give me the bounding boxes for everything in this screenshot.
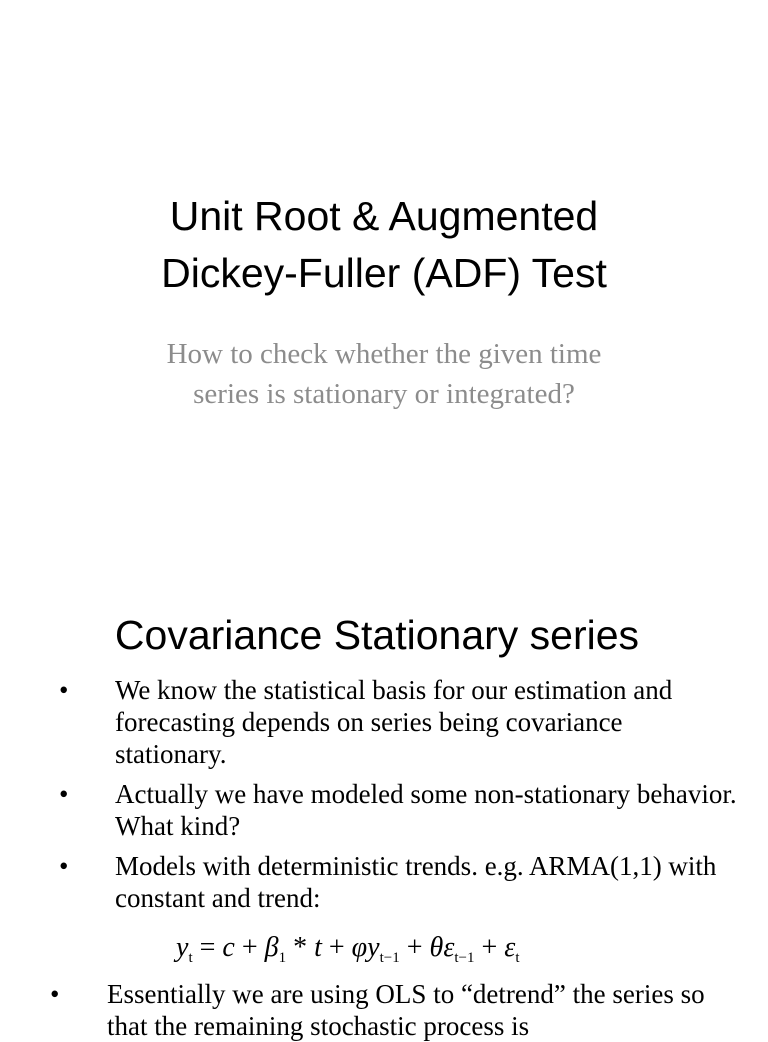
formula-op: + [234, 932, 265, 963]
formula-sub: t−1 [379, 950, 400, 966]
formula-op: + [474, 932, 505, 963]
title-line: Dickey-Fuller (ADF) Test [161, 250, 607, 296]
slide-1-subtitle [0, 334, 768, 414]
formula-sub: 1 [278, 950, 287, 966]
bullet-dot: • [59, 851, 69, 881]
formula-sub: t [188, 950, 193, 966]
bullet-list [0, 674, 768, 922]
title-line: Unit Root & Augmented [169, 193, 599, 239]
formula-eps: ε [504, 932, 516, 963]
formula-eps: ε [443, 932, 455, 963]
slide-2 [0, 576, 768, 1041]
formula-y: y [176, 932, 189, 963]
formula-phi: φ [351, 932, 368, 963]
subtitle-line: How to check whether the given time [166, 338, 602, 370]
bullet-item-partial [0, 978, 768, 1042]
formula-c: c [222, 932, 235, 963]
formula-theta: θ [429, 932, 444, 963]
bullet-item [0, 674, 768, 770]
bullet-item [0, 778, 768, 842]
formula-op: + [321, 932, 352, 963]
slide-2-title: Covariance Stationary series [114, 612, 640, 658]
bullet-text: Models with deterministic trends. e.g. ARMA(1,1) with constant and trend: [115, 851, 717, 913]
bullet-item [0, 850, 768, 914]
bullet-dot: • [59, 675, 69, 705]
bullet-dot: • [59, 779, 69, 809]
formula-op: + [399, 932, 430, 963]
bullet-text: Essentially we are using OLS to “detrend” the series so that the remaining stochastic process is [107, 979, 705, 1041]
formula-beta: β [264, 932, 279, 963]
formula-sub: t−1 [454, 950, 475, 966]
formula-sub: t [515, 950, 520, 966]
formula-op: * [286, 932, 315, 963]
slide-1-title [0, 188, 768, 302]
bullet-text: Actually we have modeled some non-stationary behavior. What kind? [115, 779, 737, 841]
formula-y: y [367, 932, 380, 963]
formula-t: t [314, 932, 322, 963]
subtitle-line: series is stationary or integrated? [193, 378, 575, 410]
arma-trend-formula [176, 931, 520, 975]
bullet-dot: • [50, 979, 60, 1009]
formula-op: = [192, 932, 223, 963]
bullet-text: We know the statistical basis for our estimation and forecasting depends on series being covariance stationary. [115, 675, 673, 769]
